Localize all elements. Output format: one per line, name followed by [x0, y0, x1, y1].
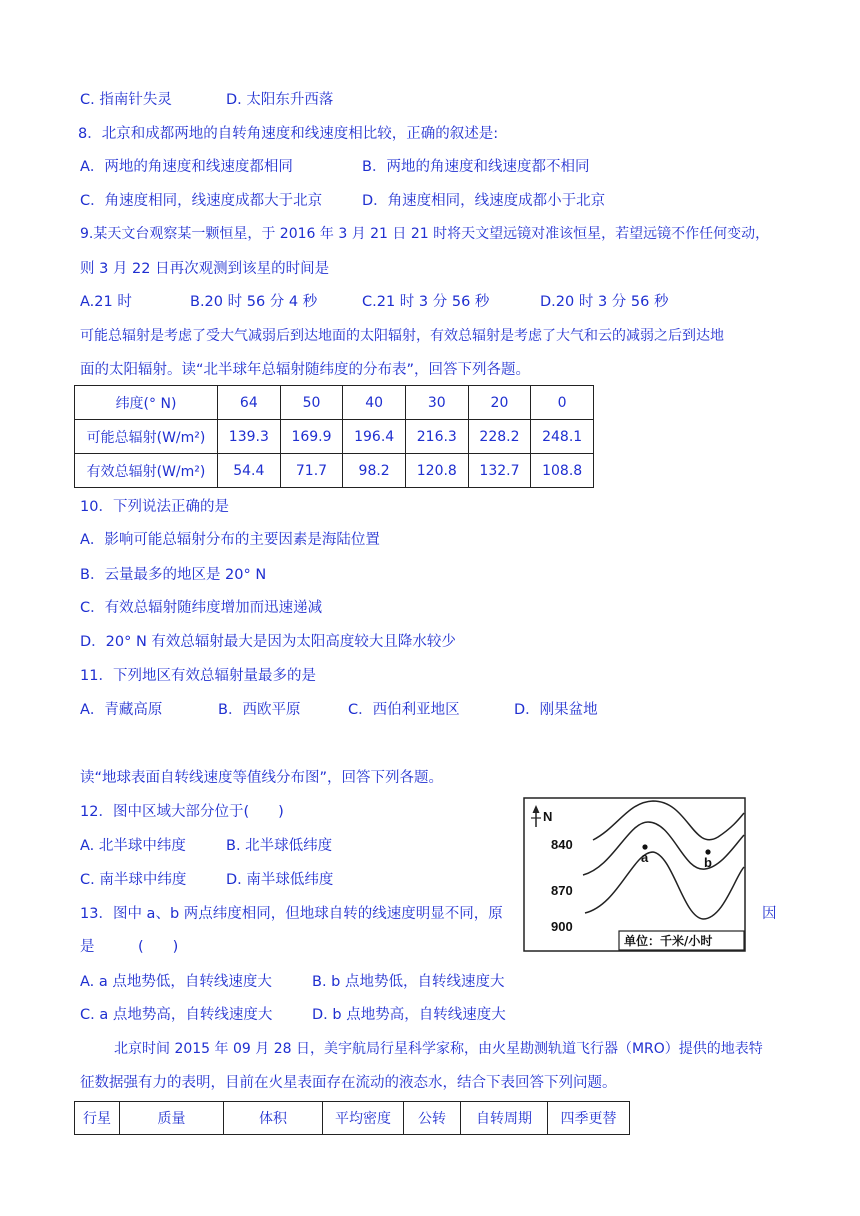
q12-stem: 12．图中区域大部分位于( ) [80, 804, 284, 820]
q8-stem: 8．北京和成都两地的自转角速度和线速度相比较，正确的叙述是: [78, 126, 499, 142]
table-row [75, 420, 594, 454]
intro-mars-line2: 征数据强有力的表明，目前在火星表面存在流动的液态水，结合下表回答下列问题。 [80, 1075, 617, 1091]
isoline-label-840: 840 [551, 837, 573, 852]
table-cell: 四季更替 [548, 1102, 630, 1135]
q9-option-d: D.20 时 3 分 56 秒 [540, 294, 669, 310]
q13-option-a: A. a 点地势低，自转线速度大 [80, 974, 272, 990]
table-cell: 质量 [120, 1102, 224, 1135]
q12-option-b: B. 北半球低纬度 [226, 838, 333, 854]
q13-stem-end: 因 [762, 906, 777, 922]
table-cell: 248.1 [531, 420, 594, 454]
point-a-marker [642, 844, 647, 849]
table-cell: 20 [468, 386, 531, 420]
q13-option-c: C. a 点地势高，自转线速度大 [80, 1007, 273, 1023]
table-cell: 64 [218, 386, 281, 420]
q7-option-d: D. 太阳东升西落 [226, 92, 334, 108]
isoline-map-svg [523, 797, 746, 952]
isoline-label-900: 900 [551, 919, 573, 934]
q9-option-c: C.21 时 3 分 56 秒 [362, 294, 490, 310]
table-cell: 纬度(° N) [75, 386, 218, 420]
q12-option-d: D. 南半球低纬度 [226, 872, 334, 888]
table-cell: 196.4 [343, 420, 406, 454]
q9-option-b: B.20 时 56 分 4 秒 [190, 294, 318, 310]
table-cell: 98.2 [343, 454, 406, 488]
table-cell: 120.8 [405, 454, 468, 488]
north-label: N [543, 809, 553, 824]
table-cell: 30 [405, 386, 468, 420]
table-row [75, 386, 594, 420]
q10-option-c: C．有效总辐射随纬度增加而迅速递减 [80, 600, 323, 616]
planet-table [74, 1101, 630, 1135]
q13-stem-line2: 是 ( ) [80, 939, 179, 955]
table-cell: 自转周期 [461, 1102, 548, 1135]
q9-stem-line1: 9.某天文台观察某一颗恒星，于 2016 年 3 月 21 日 21 时将天文望远镜对准该恒星，若望远镜不作任何变动， [80, 226, 770, 242]
q8-option-c: C．角速度相同，线速度成都大于北京 [80, 193, 323, 209]
table-cell: 132.7 [468, 454, 531, 488]
table-cell: 228.2 [468, 420, 531, 454]
q12-option-c: C. 南半球中纬度 [80, 872, 187, 888]
q13-option-b: B. b 点地势低，自转线速度大 [312, 974, 505, 990]
q8-option-a: A．两地的角速度和线速度都相同 [80, 159, 293, 175]
q13-stem-line1: 13．图中 a、b 两点纬度相同，但地球自转的线速度明显不同，原 [80, 906, 503, 922]
table-cell: 169.9 [280, 420, 343, 454]
intro-radiation-line1: 可能总辐射是考虑了受大气减弱后到达地面的太阳辐射，有效总辐射是考虑了大气和云的减弱之后到达地 [80, 328, 724, 344]
intro-velocity: 读“地球表面自转线速度等值线分布图”，回答下列各题。 [80, 770, 444, 786]
q11-option-d: D．刚果盆地 [514, 702, 598, 718]
rotation-velocity-isoline-map [523, 797, 746, 952]
table-cell: 139.3 [218, 420, 281, 454]
q8-option-b: B．两地的角速度和线速度都不相同 [362, 159, 590, 175]
table-cell: 平均密度 [323, 1102, 404, 1135]
q12-option-a: A. 北半球中纬度 [80, 838, 186, 854]
q9-stem-line2: 则 3 月 22 日再次观测到该星的时间是 [80, 261, 330, 277]
table-cell: 可能总辐射(W/m²) [75, 420, 218, 454]
isoline-label-870: 870 [551, 883, 573, 898]
radiation-table [74, 385, 594, 488]
q10-stem: 10．下列说法正确的是 [80, 499, 229, 515]
table-cell: 71.7 [280, 454, 343, 488]
table-cell: 0 [531, 386, 594, 420]
intro-radiation-line2: 面的太阳辐射。读“北半球年总辐射随纬度的分布表”，回答下列各题。 [80, 362, 531, 378]
table-cell: 54.4 [218, 454, 281, 488]
q11-option-b: B．西欧平原 [218, 702, 301, 718]
table-cell: 216.3 [405, 420, 468, 454]
point-b-marker [705, 849, 710, 854]
q11-option-a: A．青藏高原 [80, 702, 163, 718]
q9-option-a: A.21 时 [80, 294, 132, 310]
table-cell: 行星 [75, 1102, 120, 1135]
table-cell: 50 [280, 386, 343, 420]
q10-option-b: B．云量最多的地区是 20° N [80, 567, 267, 583]
table-cell: 40 [343, 386, 406, 420]
table-row [75, 1102, 630, 1135]
unit-label: 单位：千米/小时 [624, 934, 713, 948]
q7-option-c: C. 指南针失灵 [80, 92, 172, 108]
table-row [75, 454, 594, 488]
q8-option-d: D．角速度相同，线速度成都小于北京 [362, 193, 606, 209]
table-cell: 体积 [224, 1102, 323, 1135]
q13-option-d: D. b 点地势高，自转线速度大 [312, 1007, 506, 1023]
intro-mars-line1: 北京时间 2015 年 09 月 28 日，美宇航局行星科学家称，由火星勘测轨道飞行器（MRO）提供的地表特 [114, 1041, 763, 1057]
table-cell: 公转 [404, 1102, 461, 1135]
q11-stem: 11．下列地区有效总辐射量最多的是 [80, 668, 316, 684]
point-a-label: a [641, 850, 649, 865]
point-b-label: b [704, 855, 712, 870]
q10-option-a: A．影响可能总辐射分布的主要因素是海陆位置 [80, 532, 380, 548]
q10-option-d: D．20° N 有效总辐射最大是因为太阳高度较大且降水较少 [80, 634, 456, 650]
table-cell: 有效总辐射(W/m²) [75, 454, 218, 488]
q11-option-c: C．西伯利亚地区 [348, 702, 460, 718]
table-cell: 108.8 [531, 454, 594, 488]
